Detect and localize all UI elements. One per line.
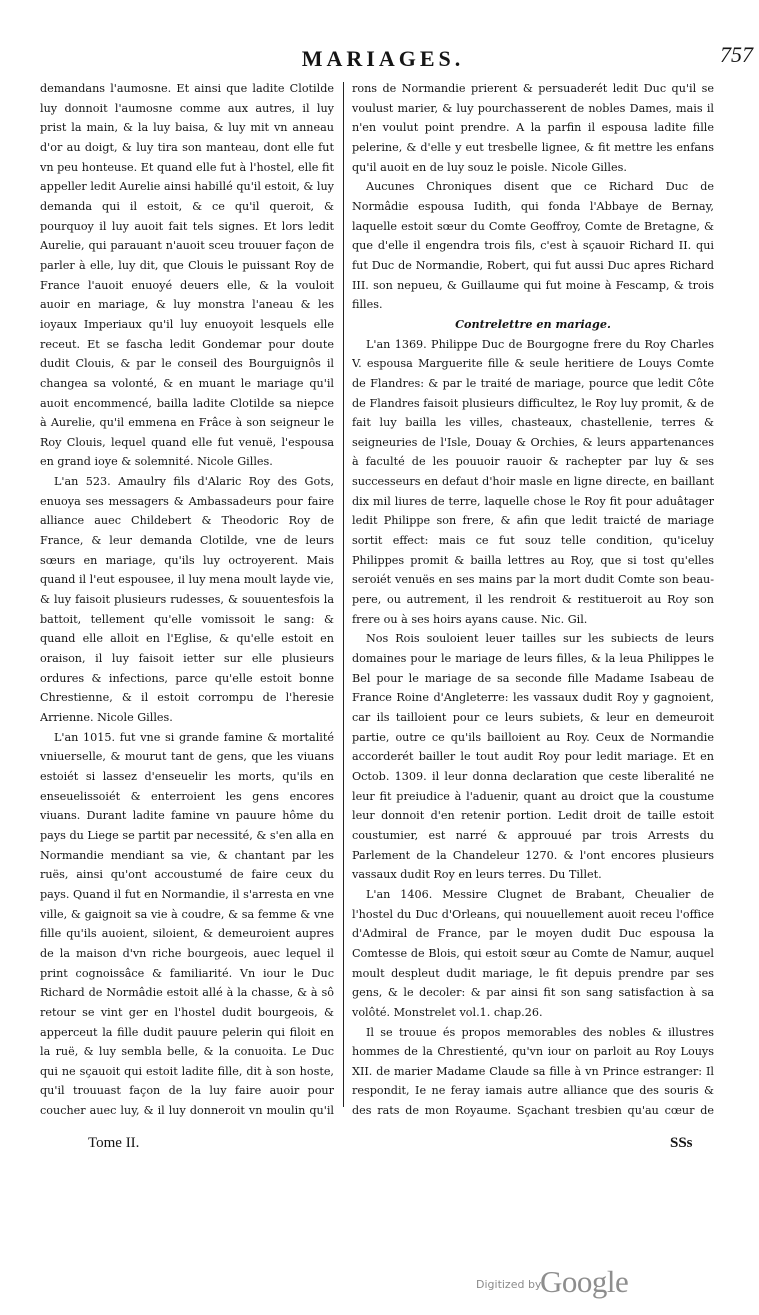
paragraph: Nos Rois souloient leuer tailles sur les subiects de leurs domaines pour le mariage de leurs filles, & la leua Philippes le Bel pour le mariage de sa seconde fille Madame Isabeau de France Roine d'Angleterre: les vassaux dudit Roy y gagnoient, car ils tailloient pour ce leurs subiets, & leur en demeuroit partie, outre ce qu'ils bailloient au Roy. Ceux de Normandie accorderét bailler le tout audit Roy pour ledit mariage. Et en Octob. 1309. il leur donna declaration que ceste liberalité ne leur fit preiudice à l'aduenir, quant au droict que la coustume leur donnoit d'en retenir portion. Ledit droit de taille estoit coustumier, est narré & approuué par trois Arrests du Parlement de la Chandeleur 1270. & l'ont encores plusieurs vassaux dudit Roy en leurs terres. Du Tillet.	[352, 632, 714, 882]
section-heading: Contrelettre en mariage.	[455, 316, 611, 331]
page-number: 757	[720, 42, 753, 67]
column-divider	[343, 82, 344, 1107]
paragraph: rons de Normandie prierent & persuaderét ledit Duc qu'il se voulust marier, & luy pourchasserent de nobles Dames, mais il n'en voulut point prendre. A la parfin il espousa ladite fille pelerine, & d'elle y eut tresbelle lignee, & fit mettre les enfans qu'il auoit en de luy souz le poisle. Nicole Gilles.	[352, 82, 714, 174]
paragraph: L'an 1406. Messire Clugnet de Brabant, Cheualier de l'hostel du Duc d'Orleans, qui nouuellement auoit receu l'office d'Admiral de France, par le moyen dudit Duc espousa la Comtesse de Blois, qui estoit sœur au Comte de Namur, auquel moult despleut dudit mariage, le fit depuis prendre par ses gens, & le decoler: & par ainsi fit son sang satisfaction à sa volôté. Monstrelet vol.1. chap.26.	[352, 887, 714, 1019]
google-watermark	[476, 1262, 636, 1302]
right-column	[352, 79, 714, 1119]
page-header	[0, 36, 759, 76]
paragraph: demandans l'aumosne. Et ainsi que ladite Clotilde luy donnoit l'aumosne comme aux autres, il luy prist la main, & la luy baisa, & luy mit vn anneau d'or au doigt, & luy tira son manteau, dont elle fut vn peu honteuse. Et quand elle fut à l'hostel, elle fit appeller ledit Aurelie ainsi habillé qu'il estoit, & luy demanda qui il estoit, & ce qu'il queroit, & pourquoy il luy auoit fait tels signes. Et lors ledit Aurelie, qui parauant n'auoit sceu trouuer façon de parler à elle, luy dit, que Clouis le puissant Roy de France l'auoit enuoyé deuers elle, & la vouloit auoir en mariage, & luy monstra l'aneau & les ioyaux Imperiaux qu'il luy enuoyoit lesquels elle receut. Et se fascha ledit Gondemar pour doute dudit Clouis, & par le conseil des Bourguignôs il changea sa volonté, & en muant le mariage qu'il auoit encommencé, bailla ladite Clotilde sa niepce à Aurelie, qu'il emmena en Frâce à son seigneur le Roy Clouis, lequel quand elle fut venuë, l'espousa en grand ioye & solemnité. Nicole Gilles.	[40, 82, 334, 469]
signature-mark: SSs	[670, 1135, 693, 1151]
paragraph: L'an 523. Amaulry fils d'Alaric Roy des Gots, enuoya ses messagers & Ambassadeurs pour faire alliance auec Childebert & Theodoric Roy de France, & leur demanda Clotilde, vne de leurs sœurs en mariage, qu'ils luy octroyerent. Mais quand il l'eut espousee, il luy mena moult layde vie, & luy faisoit plusieurs rudesses, & souuentesfois la battoit, tellement qu'elle vomissoit le sang: & quand elle alloit en l'Eglise, & qu'elle estoit en oraison, il luy faisoit ietter sur elle plusieurs ordures & infections, parce qu'elle estoit bonne Chrestienne, & il estoit corrompu de l'heresie Arrienne. Nicole Gilles.	[40, 475, 334, 724]
running-title: MARIAGES.	[301, 46, 465, 71]
paragraph: Aucunes Chroniques disent que ce Richard Duc de Normâdie espousa Iudith, qui fonda l'Abbaye de Bernay, laquelle estoit sœur du Comte Geoffroy, Comte de Bretagne, & que d'elle il engendra trois fils, c'est à sçauoir Richard II. qui fut Duc de Normandie, Robert, qui fut aussi Duc apres Richard III. son nepueu, & Guillaume qui fut moine à Fescamp, & trois filles.	[352, 180, 714, 312]
left-column	[40, 79, 334, 1119]
paragraph: L'an 1369. Philippe Duc de Bourgogne frere du Roy Charles V. espousa Marguerite fille & seule heritiere de Louys Comte de Flandres: & par le traité de mariage, pource que ledit Côte de Flandres faisoit plusieurs difficultez, le Roy luy promit, & de fait luy bailla les villes, chasteaux, chastellenie, terres & seigneuries de l'Isle, Douay & Orchies, & leurs appartenances à faculté de les pouuoir rauoir & rachepter par luy & ses successeurs en defaut d'hoir masle en ligne directe, en baillant dix mil liures de terre, laquelle chose le Roy fit pour aduâtager ledit Philippe son frere, & afin que ledit traicté de mariage sortit effect: mais ce fut souz telle condition, qu'iceluy Philippes promit & bailla lettres au Roy, que si tost qu'elles seroiét venuës en ses mains par la mort dudit Comte son beau-pere, ou autrement, il les rendroit & restitueroit au Roy son frere ou à ses hoirs ayans cause. Nic. Gil.	[352, 337, 714, 626]
paragraph: Il se trouue és propos memorables des nobles & illustres hommes de la Chrestienté, qu'vn iour on parloit au Roy Louys XII. de marier Madame Claude sa fille à vn Prince estranger: Il respondit, Ie ne feray iamais autre alliance que des souris & des rats de mon Royaume. Sçachant tresbien qu'au cœur de	[352, 1025, 714, 1118]
volume-label: Tome II.	[88, 1135, 140, 1151]
google-logo: Google	[540, 1264, 629, 1299]
paragraph: L'an 1015. fut vne si grande famine & mortalité vniuerselle, & mourut tant de gens, que les viuans estoiét si lassez d'enseuelir les morts, qu'ils en enseuelissoiét & enterroient les gens encores viuans. Durant ladite famine vn pauure hôme du pays du Liege se partit par necessité, & s'en alla en Normandie mendiant sa vie, & chantant par les ruës, ainsi qu'ont accoustumé de faire ceux du pays. Quand il fut en Normandie, il s'arresta en vne ville, & gaignoit sa vie à coudre, & sa femme & vne fille qu'ils auoient, siloient, & demeuroient aupres de la maison d'vn riche bourgeois, auec lequel il print cognoissâce & familiarité. Vn iour le Duc Richard de Normâdie estoit allé à la chasse, & à sô retour se vint ger en l'hostel dudit bourgeois, & apperceut la fille dudit pauure pelerin qui filoit en la ruë, & luy sembla belle, & la conuoita. Le Duc qui ne sçauoit qui estoit ladite fille, dit à son hoste, qu'il trouuast façon de la luy faire auoir pour coucher auec luy, & il luy donneroit vn moulin qu'il	[40, 730, 334, 1118]
digitized-by-label: Digitized by	[476, 1278, 542, 1291]
